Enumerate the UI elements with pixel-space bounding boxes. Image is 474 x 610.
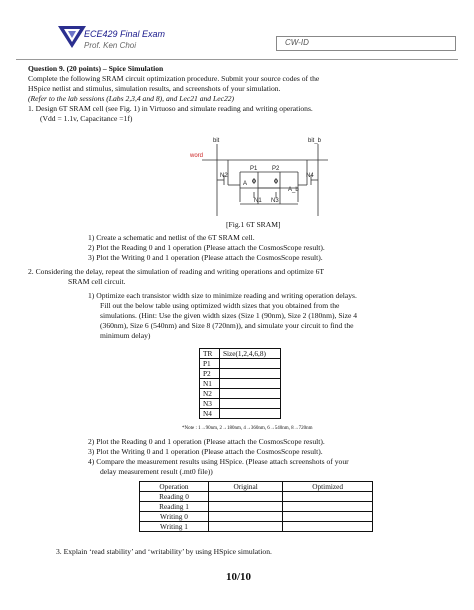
optimized-cell[interactable] [283, 522, 373, 532]
table-row [140, 522, 373, 532]
size-input-cell[interactable] [219, 359, 280, 369]
row-label: P1 [200, 359, 220, 369]
size-input-cell[interactable] [219, 369, 280, 379]
optimized-cell[interactable] [283, 512, 373, 522]
original-cell[interactable] [209, 502, 283, 512]
a-label: A [243, 181, 248, 187]
table-header-cell: Optimized [283, 482, 373, 492]
size-note: *Note : 1→90nm, 2→180nm, 4→360nm, 6→540nm, 8→720nm [182, 426, 313, 431]
size-input-cell[interactable] [219, 389, 280, 399]
header-divider [16, 59, 458, 60]
optimize-line-2: Fill out the below table using optimized width sizes that you obtained from the [100, 301, 340, 310]
table-row [200, 359, 281, 369]
table-header-row [140, 482, 373, 492]
figure-caption: [Fig.1 6T SRAM] [226, 220, 281, 229]
sram-schematic [180, 130, 350, 218]
table-row [200, 409, 281, 419]
table-row [200, 399, 281, 409]
sub1-item-3: 3) Plot the Writing 0 and 1 operation (Please attach the CosmosScope result). [88, 253, 323, 262]
word-label: word [190, 153, 204, 159]
table-header-cell: Size(1,2,4,6,8) [219, 349, 280, 359]
bit-label: bit [213, 138, 220, 144]
optimized-cell[interactable] [283, 502, 373, 512]
sub2-item-3: 3) Plot the Writing 0 and 1 operation (Please attach the CosmosScope result). [88, 447, 323, 456]
original-cell[interactable] [209, 492, 283, 502]
table-header-row [200, 349, 281, 359]
table-header-cell: Original [209, 482, 283, 492]
table-row [140, 492, 373, 502]
optimize-line-3: simulations. (Hint: Use the given width sizes (Size 1 (90nm), Size 2 (180nm), Size 4 [100, 311, 358, 320]
optimize-line-1: 1) Optimize each transistor width size to minimize reading and writing operation delays. [88, 291, 357, 300]
original-cell[interactable] [209, 512, 283, 522]
cwid-field[interactable] [276, 36, 456, 51]
n3-label: N3 [271, 198, 279, 204]
page-number: 10/10 [226, 571, 252, 583]
reference-note: (Refer to the lab sessions (Labs 2,3,4 and 8), and Lec21 and Lec22) [28, 94, 235, 103]
row-label: Writing 0 [140, 512, 209, 522]
n2-label: N2 [220, 173, 228, 179]
table-row [200, 379, 281, 389]
row-label: Reading 0 [140, 492, 209, 502]
table-row [140, 512, 373, 522]
measurement-table [139, 481, 373, 532]
item-1-line-2: (Vdd = 1.1v, Capacitance =1f) [40, 114, 133, 123]
size-input-cell[interactable] [219, 409, 280, 419]
size-input-cell[interactable] [219, 379, 280, 389]
sub2-item-4-cont: delay measurement result (.mt0 file)) [100, 467, 213, 476]
row-label: Writing 1 [140, 522, 209, 532]
sub2-item-2: 2) Plot the Reading 0 and 1 operation (Please attach the CosmosScope result). [88, 437, 325, 446]
item-3: 3. Explain ‘read stability’ and ‘writability’ by using HSpice simulation. [56, 547, 272, 556]
logo-icon [58, 24, 86, 50]
row-label: N3 [200, 399, 220, 409]
item-2-line-2: SRAM cell circuit. [68, 277, 126, 286]
original-cell[interactable] [209, 522, 283, 532]
cwid-label: CW-ID [285, 38, 309, 47]
n1-label: N1 [254, 198, 262, 204]
row-label: N4 [200, 409, 220, 419]
row-label: Reading 1 [140, 502, 209, 512]
sub2-item-4: 4) Compare the measurement results using HSpice. (Please attach screenshots of your [88, 457, 349, 466]
intro-line-1: Complete the following SRAM circuit optimization procedure. Submit your source codes of the [28, 74, 320, 83]
a-b-label: A_b [288, 187, 299, 193]
intro-line-2: HSpice netlist and stimulus, simulation results, and screenshots of your simulation. [28, 84, 281, 93]
optimize-line-4: (360nm), Size 6 (540nm) and Size 8 (720nm)), and simulate your circuit to find the [100, 321, 354, 330]
item-1-line-1: 1. Design 6T SRAM cell (see Fig. 1) in Virtuoso and simulate reading and writing operations. [28, 104, 313, 113]
sub1-item-1: 1) Create a schematic and netlist of the 6T SRAM cell. [88, 233, 255, 242]
exam-title: ECE429 Final Exam [84, 29, 166, 39]
table-row [200, 389, 281, 399]
row-label: P2 [200, 369, 220, 379]
optimize-line-5: minimum delay) [100, 331, 151, 340]
p1-label: P1 [250, 166, 258, 172]
item-2-line-1: 2. Considering the delay, repeat the simulation of reading and writing operations and optimize 6T [28, 267, 325, 276]
professor-name: Prof. Ken Choi [84, 41, 137, 50]
width-table [199, 348, 281, 419]
row-label: N2 [200, 389, 220, 399]
table-row [200, 369, 281, 379]
table-row [140, 502, 373, 512]
p2-label: P2 [272, 166, 280, 172]
row-label: N1 [200, 379, 220, 389]
n4-label: N4 [306, 173, 314, 179]
optimized-cell[interactable] [283, 492, 373, 502]
size-input-cell[interactable] [219, 399, 280, 409]
table-header-cell: Operation [140, 482, 209, 492]
sub1-item-2: 2) Plot the Reading 0 and 1 operation (Please attach the CosmosScope result). [88, 243, 325, 252]
question-heading: Question 9. (20 points) – Spice Simulation [28, 64, 164, 73]
bit-b-label: bit_b [308, 138, 322, 144]
table-header-cell: TR [200, 349, 220, 359]
